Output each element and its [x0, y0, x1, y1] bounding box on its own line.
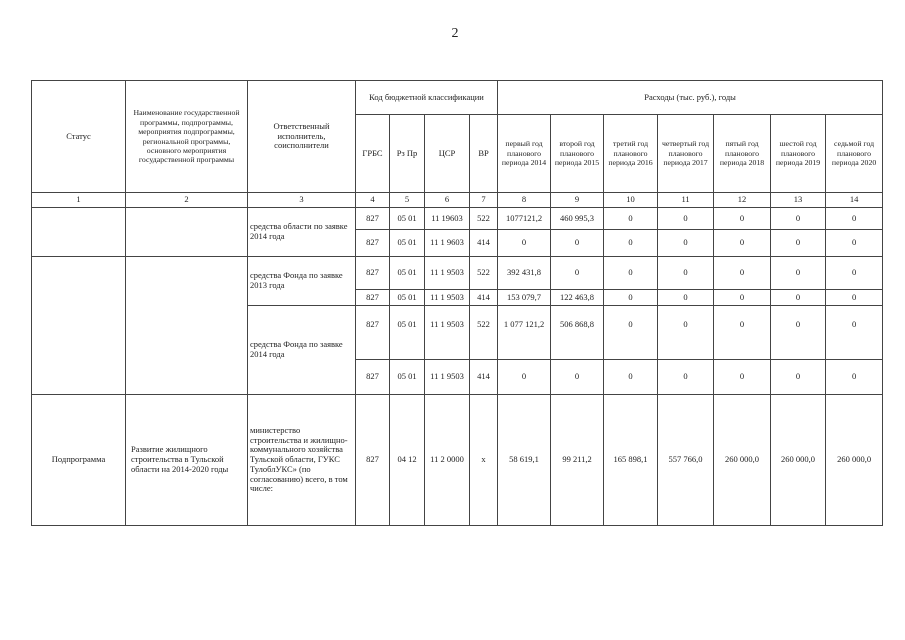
- value-cell: 0: [826, 360, 883, 395]
- header-name: Наименование государственной программы, подпрограммы, мероприятия подпрограммы, региональной программы, основного мероприятия государственной программы: [126, 81, 248, 193]
- value-cell: 0: [714, 290, 771, 306]
- grbs-cell: 827: [356, 230, 390, 257]
- budget-table: [31, 80, 883, 526]
- value-cell: 58 619,1: [498, 395, 551, 526]
- column-number: 2: [126, 193, 248, 208]
- rzpr-cell: 04 12: [390, 395, 425, 526]
- csr-cell: 11 19603: [425, 208, 470, 230]
- column-number: 11: [658, 193, 714, 208]
- value-cell: 0: [604, 208, 658, 230]
- value-cell: 260 000,0: [771, 395, 826, 526]
- value-cell: 0: [551, 230, 604, 257]
- rzpr-cell: 05 01: [390, 208, 425, 230]
- header-year: седьмой год планового периода 2020: [826, 115, 883, 193]
- value-cell: 0: [498, 360, 551, 395]
- value-cell: 0: [714, 306, 771, 360]
- value-cell: 0: [658, 290, 714, 306]
- rzpr-cell: 05 01: [390, 290, 425, 306]
- value-cell: 0: [826, 290, 883, 306]
- header-rzpr: Рз Пр: [390, 115, 425, 193]
- rzpr-cell: 05 01: [390, 360, 425, 395]
- csr-cell: 11 1 9503: [425, 290, 470, 306]
- column-number: 12: [714, 193, 771, 208]
- vr-cell: 522: [470, 208, 498, 230]
- header-budget-code: Код бюджетной классификации: [356, 81, 498, 115]
- value-cell: 0: [826, 230, 883, 257]
- csr-cell: 11 2 0000: [425, 395, 470, 526]
- subprogram-executor: министерство строительства и жилищно-коммунального хозяйства Тульской области, ГУКС ТулоблУКС» (по согласованию) всего, в том числе:: [248, 395, 356, 526]
- value-cell: 0: [604, 306, 658, 360]
- subprogram-row: [32, 395, 883, 526]
- csr-cell: 11 1 9503: [425, 360, 470, 395]
- value-cell: 392 431,8: [498, 257, 551, 290]
- value-cell: 460 995,3: [551, 208, 604, 230]
- value-cell: 0: [826, 208, 883, 230]
- value-cell: 0: [771, 290, 826, 306]
- header-executor: Ответственный исполнитель, соисполнители: [248, 81, 356, 193]
- grbs-cell: 827: [356, 257, 390, 290]
- column-number: 8: [498, 193, 551, 208]
- subprogram-status: Подпрограмма: [32, 395, 126, 526]
- value-cell: 0: [604, 360, 658, 395]
- executor-cell: средства области по заявке 2014 года: [248, 208, 356, 257]
- header-year: четвертый год планового периода 2017: [658, 115, 714, 193]
- value-cell: 1077121,2: [498, 208, 551, 230]
- status-cell: [32, 257, 126, 395]
- value-cell: 0: [714, 208, 771, 230]
- header-year: пятый год планового периода 2018: [714, 115, 771, 193]
- column-number: 9: [551, 193, 604, 208]
- status-cell: [32, 208, 126, 257]
- value-cell: 0: [498, 230, 551, 257]
- value-cell: 0: [714, 257, 771, 290]
- column-number: 14: [826, 193, 883, 208]
- value-cell: 0: [714, 360, 771, 395]
- header-grbs: ГРБС: [356, 115, 390, 193]
- value-cell: 557 766,0: [658, 395, 714, 526]
- header-year: второй год планового периода 2015: [551, 115, 604, 193]
- value-cell: 0: [551, 257, 604, 290]
- column-number: 5: [390, 193, 425, 208]
- column-number: 1: [32, 193, 126, 208]
- value-cell: 0: [604, 257, 658, 290]
- column-number: 10: [604, 193, 658, 208]
- value-cell: 122 463,8: [551, 290, 604, 306]
- column-number: 4: [356, 193, 390, 208]
- grbs-cell: 827: [356, 360, 390, 395]
- vr-cell: 522: [470, 306, 498, 360]
- value-cell: 0: [658, 208, 714, 230]
- value-cell: 0: [826, 257, 883, 290]
- value-cell: 0: [604, 290, 658, 306]
- header-year: первый год планового периода 2014: [498, 115, 551, 193]
- value-cell: 0: [771, 306, 826, 360]
- value-cell: 0: [771, 208, 826, 230]
- column-number: 6: [425, 193, 470, 208]
- header-expenses: Расходы (тыс. руб.), годы: [498, 81, 883, 115]
- vr-cell: 414: [470, 230, 498, 257]
- value-cell: 0: [658, 360, 714, 395]
- vr-cell: 414: [470, 360, 498, 395]
- value-cell: 0: [604, 230, 658, 257]
- header-status: Статус: [32, 81, 126, 193]
- column-number: 13: [771, 193, 826, 208]
- column-number: 3: [248, 193, 356, 208]
- value-cell: 0: [771, 230, 826, 257]
- value-cell: 260 000,0: [826, 395, 883, 526]
- executor-cell: средства Фонда по заявке 2013 года: [248, 257, 356, 306]
- value-cell: 0: [551, 360, 604, 395]
- executor-cell: средства Фонда по заявке 2014 года: [248, 306, 356, 395]
- table-row: [32, 208, 883, 230]
- csr-cell: 11 1 9503: [425, 306, 470, 360]
- value-cell: 153 079,7: [498, 290, 551, 306]
- header-csr: ЦСР: [425, 115, 470, 193]
- subprogram-name: Развитие жилищного строительства в Тульской области на 2014-2020 годы: [126, 395, 248, 526]
- grbs-cell: 827: [356, 306, 390, 360]
- value-cell: 0: [714, 230, 771, 257]
- value-cell: 1 077 121,2: [498, 306, 551, 360]
- vr-cell: х: [470, 395, 498, 526]
- column-number: 7: [470, 193, 498, 208]
- value-cell: 0: [771, 257, 826, 290]
- csr-cell: 11 1 9503: [425, 257, 470, 290]
- column-number-row: [32, 193, 883, 208]
- rzpr-cell: 05 01: [390, 306, 425, 360]
- value-cell: 506 868,8: [551, 306, 604, 360]
- value-cell: 165 898,1: [604, 395, 658, 526]
- page-number: 2: [451, 26, 459, 41]
- vr-cell: 522: [470, 257, 498, 290]
- value-cell: 0: [658, 257, 714, 290]
- value-cell: 0: [658, 230, 714, 257]
- value-cell: 0: [771, 360, 826, 395]
- header-row-1: [32, 81, 883, 115]
- grbs-cell: 827: [356, 290, 390, 306]
- value-cell: 260 000,0: [714, 395, 771, 526]
- grbs-cell: 827: [356, 395, 390, 526]
- value-cell: 0: [658, 306, 714, 360]
- value-cell: 0: [826, 306, 883, 360]
- header-vr: ВР: [470, 115, 498, 193]
- rzpr-cell: 05 01: [390, 230, 425, 257]
- name-cell: [126, 257, 248, 395]
- table-row: [32, 257, 883, 290]
- vr-cell: 414: [470, 290, 498, 306]
- name-cell: [126, 208, 248, 257]
- value-cell: 99 211,2: [551, 395, 604, 526]
- grbs-cell: 827: [356, 208, 390, 230]
- csr-cell: 11 1 9603: [425, 230, 470, 257]
- header-year: третий год планового периода 2016: [604, 115, 658, 193]
- header-year: шестой год планового периода 2019: [771, 115, 826, 193]
- rzpr-cell: 05 01: [390, 257, 425, 290]
